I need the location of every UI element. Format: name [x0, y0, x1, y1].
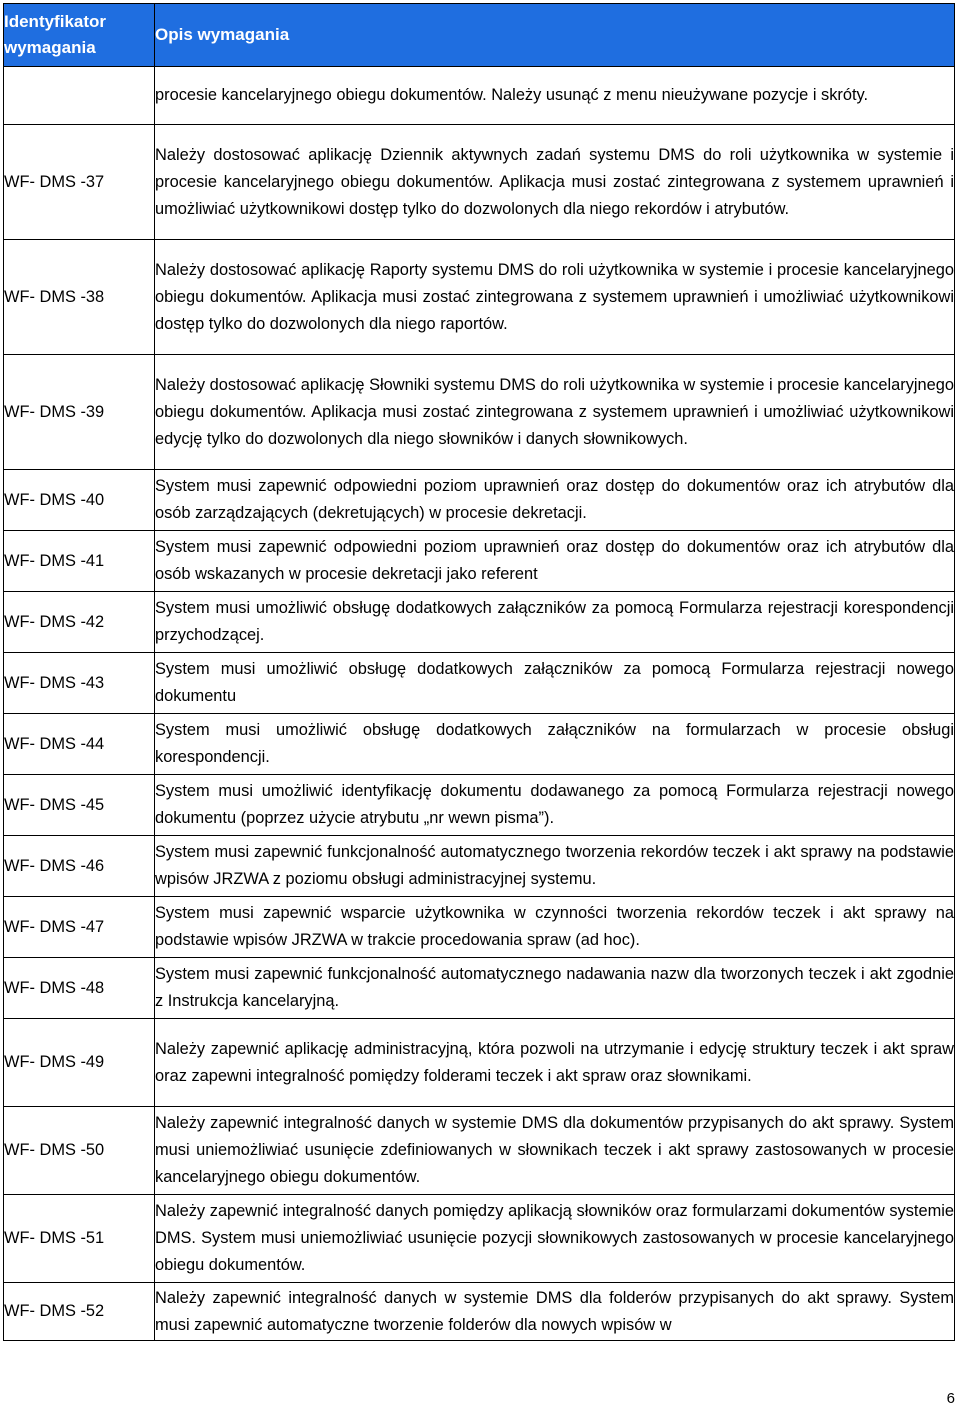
table-row: [4, 897, 955, 958]
requirement-description: System musi umożliwić identyfikację dokumentu dodawanego za pomocą Formularza rejestracji nowego dokumentu (poprzez użycie atrybutu „nr wewn pisma”).: [155, 775, 955, 836]
requirement-id: WF- DMS -46: [4, 836, 155, 897]
requirement-id: WF- DMS -39: [4, 355, 155, 470]
requirement-id: WF- DMS -51: [4, 1195, 155, 1283]
requirement-id: WF- DMS -41: [4, 531, 155, 592]
requirement-id: WF- DMS -52: [4, 1283, 155, 1341]
header-description-column: Opis wymagania: [155, 4, 955, 67]
table-row: [4, 67, 955, 125]
table-row: [4, 958, 955, 1019]
table-row: [4, 714, 955, 775]
table-header-row: [4, 4, 955, 67]
requirement-description: Należy dostosować aplikację Dziennik aktywnych zadań systemu DMS do roli użytkownika w systemie i procesie kancelaryjnego obiegu dokumentów. Aplikacja musi zostać zintegrowana z systemem uprawnień i umożliwiać użytkownikowi dostęp tylko do dozwolonych dla niego rekordów i atrybutów.: [155, 125, 955, 240]
requirement-description: System musi zapewnić funkcjonalność automatycznego tworzenia rekordów teczek i akt sprawy na podstawie wpisów JRZWA z poziomu obsługi administracyjnej systemu.: [155, 836, 955, 897]
requirement-description: System musi umożliwić obsługę dodatkowych załączników za pomocą Formularza rejestracji korespondencji przychodzącej.: [155, 592, 955, 653]
table-row: [4, 531, 955, 592]
requirement-id: WF- DMS -50: [4, 1107, 155, 1195]
requirement-description: System musi zapewnić funkcjonalność automatycznego nadawania nazw dla tworzonych teczek i akt zgodnie z Instrukcja kancelaryjną.: [155, 958, 955, 1019]
table-row: [4, 775, 955, 836]
header-id-column: Identyfikator wymagania: [4, 4, 155, 67]
requirement-description: System musi zapewnić odpowiedni poziom uprawnień oraz dostęp do dokumentów oraz ich atrybutów dla osób wskazanych w procesie dekretacji jako referent: [155, 531, 955, 592]
requirement-description: System musi zapewnić wsparcie użytkownika w czynności tworzenia rekordów teczek i akt sprawy na podstawie wpisów JRZWA w trakcie procedowania spraw (ad hoc).: [155, 897, 955, 958]
table-row: [4, 1283, 955, 1341]
table-row: [4, 1195, 955, 1283]
table-row: [4, 1019, 955, 1107]
requirement-description: procesie kancelaryjnego obiegu dokumentów. Należy usunąć z menu nieużywane pozycje i skróty.: [155, 67, 955, 125]
requirement-id: WF- DMS -38: [4, 240, 155, 355]
table-row: [4, 470, 955, 531]
requirement-id: WF- DMS -48: [4, 958, 155, 1019]
requirements-table: [3, 3, 955, 1341]
requirement-description: Należy zapewnić integralność danych w systemie DMS dla folderów przypisanych do akt sprawy. System musi zapewnić automatyczne tworzenie folderów dla nowych wpisów w: [155, 1283, 955, 1341]
requirement-id: WF- DMS -43: [4, 653, 155, 714]
requirement-description: Należy dostosować aplikację Raporty systemu DMS do roli użytkownika w systemie i procesie kancelaryjnego obiegu dokumentów. Aplikacja musi zostać zintegrowana z systemem uprawnień i umożliwiać użytkownikowi dostęp tylko do dozwolonych dla niego raportów.: [155, 240, 955, 355]
table-row: [4, 836, 955, 897]
requirement-id: WF- DMS -49: [4, 1019, 155, 1107]
table-row: [4, 240, 955, 355]
table-row: [4, 125, 955, 240]
requirement-description: System musi zapewnić odpowiedni poziom uprawnień oraz dostęp do dokumentów oraz ich atrybutów dla osób zarządzających (dekretujących) w procesie dekretacji.: [155, 470, 955, 531]
requirement-description: System musi umożliwić obsługę dodatkowych załączników na formularzach w procesie obsługi korespondencji.: [155, 714, 955, 775]
table-row: [4, 592, 955, 653]
requirement-description: Należy zapewnić aplikację administracyjną, która pozwoli na utrzymanie i edycję struktury teczek i akt spraw oraz zapewni integralność pomiędzy folderami teczek i akt spraw oraz słownikami.: [155, 1019, 955, 1107]
requirement-id: WF- DMS -42: [4, 592, 155, 653]
requirement-id: WF- DMS -37: [4, 125, 155, 240]
table-row: [4, 355, 955, 470]
requirement-id: WF- DMS -44: [4, 714, 155, 775]
requirement-id: WF- DMS -40: [4, 470, 155, 531]
requirement-id: [4, 67, 155, 125]
requirement-description: Należy zapewnić integralność danych pomiędzy aplikacją słowników oraz formularzami dokumentów systemie DMS. System musi uniemożliwiać usunięcie pozycji słownikowych zastosowanych w procesie kancelaryjnego obiegu dokumentów.: [155, 1195, 955, 1283]
page-number: 6: [946, 1390, 955, 1407]
requirement-description: Należy zapewnić integralność danych w systemie DMS dla dokumentów przypisanych do akt sprawy. System musi uniemożliwiać usunięcie zdefiniowanych w słownikach teczek i akt sprawy zastosowanych w procesie kancelaryjnego obiegu dokumentów.: [155, 1107, 955, 1195]
requirement-id: WF- DMS -47: [4, 897, 155, 958]
table-row: [4, 1107, 955, 1195]
requirement-id: WF- DMS -45: [4, 775, 155, 836]
table-row: [4, 653, 955, 714]
requirement-description: Należy dostosować aplikację Słowniki systemu DMS do roli użytkownika w systemie i procesie kancelaryjnego obiegu dokumentów. Aplikacja musi zostać zintegrowana z systemem uprawnień i umożliwiać użytkownikowi edycję tylko do dozwolonych dla niego słowników i danych słownikowych.: [155, 355, 955, 470]
requirement-description: System musi umożliwić obsługę dodatkowych załączników za pomocą Formularza rejestracji nowego dokumentu: [155, 653, 955, 714]
